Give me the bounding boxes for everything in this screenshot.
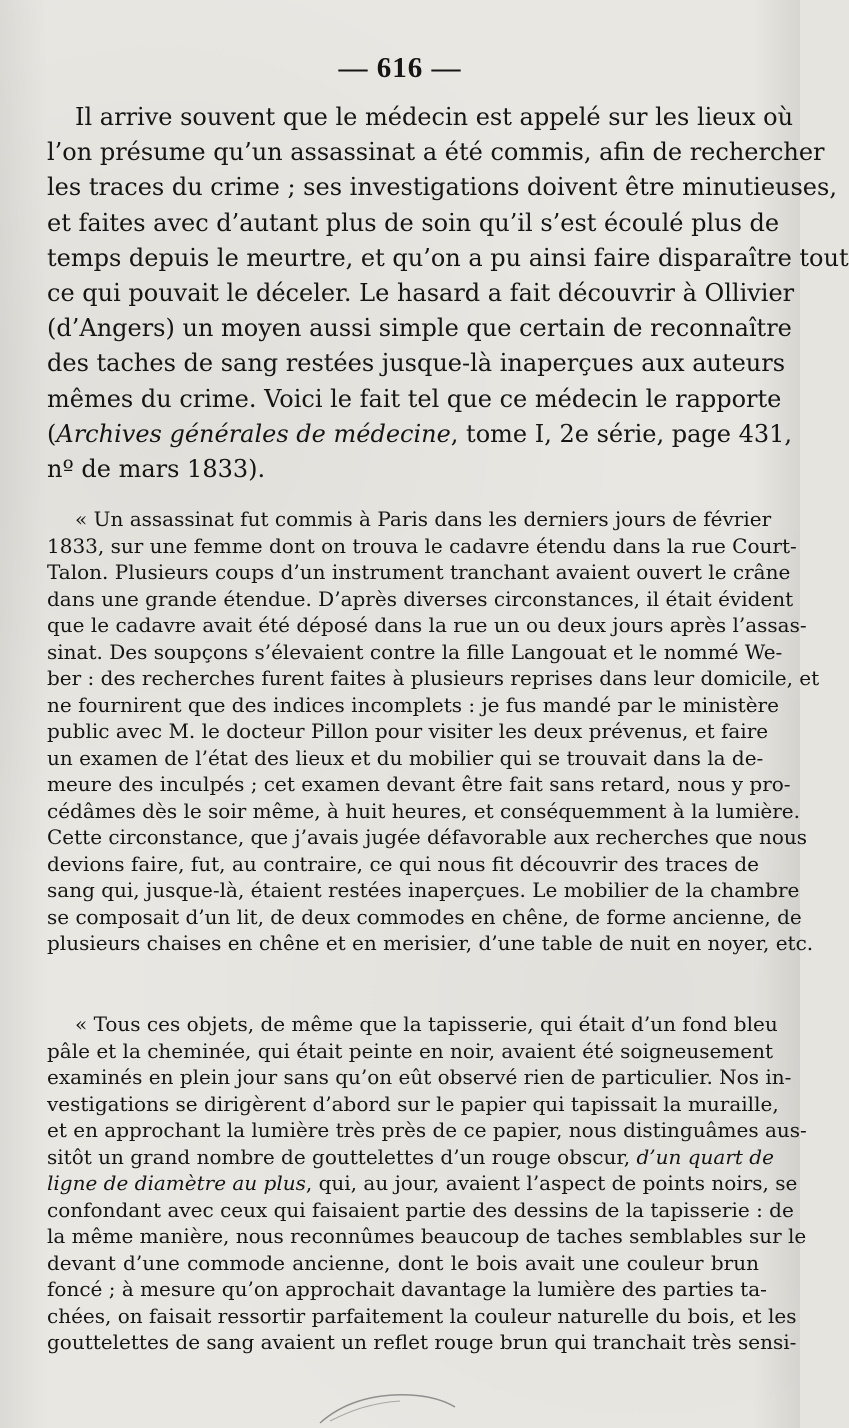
- text-line: des taches de sang restées jusque-là inaperçues aux auteurs: [47, 349, 786, 378]
- text-line: sinat. Des soupçons s’élevaient contre la fille Langouat et le nommé We-: [47, 639, 783, 664]
- text-line: Talon. Plusieurs coups d’un instrument tranchant avaient ouvert le crâne: [47, 560, 791, 584]
- text-line: pâle et la cheminée, qui était peinte en noir, avaient été soigneusement: [47, 1038, 774, 1063]
- italic-segment: d’un quart de: [636, 1144, 774, 1169]
- ink-smudge: [310, 1385, 460, 1425]
- text-line: Cette circonstance, que j’avais jugée défavorable aux recherches que nous: [47, 825, 808, 849]
- text-line: mêmes du crime. Voici le fait tel que ce médecin le rapporte: [47, 384, 782, 413]
- text-line: « Tous ces objets, de même que la tapisserie, qui était d’un fond bleu: [75, 1012, 778, 1036]
- text-line: chées, on faisait ressortir parfaitement la couleur naturelle du bois, et les: [47, 1303, 797, 1328]
- text-line: un examen de l’état des lieux et du mobilier qui se trouvait dans la de-: [47, 745, 764, 770]
- paragraph-intro: [47, 100, 849, 487]
- text-line: (d’Angers) un moyen aussi simple que certain de reconnaître: [47, 314, 792, 343]
- text-line: gouttelettes de sang avaient un reflet rouge brun qui tranchait très sensi-: [47, 1330, 797, 1354]
- text-line: se composait d’un lit, de deux commodes en chêne, de forme ancienne, de: [47, 904, 802, 929]
- text-line: « Un assassinat fut commis à Paris dans les derniers jours de février: [75, 507, 772, 531]
- text-line: nº de mars 1833).: [47, 454, 266, 483]
- text-line: examinés en plein jour sans qu’on eût observé rien de particulier. Nos in-: [47, 1065, 792, 1089]
- text-segment: , qui, au jour, avaient l’aspect de points noirs, se: [305, 1171, 798, 1195]
- reference-line: [47, 417, 793, 452]
- paragraph-quote-1: [47, 506, 820, 957]
- text-line: sang qui, jusque-là, étaient restées inaperçues. Le mobilier de la chambre: [47, 878, 800, 902]
- text-line: [47, 1144, 774, 1171]
- italic-segment: ligne de diamètre au plus: [47, 1171, 306, 1195]
- text-line: 1833, sur une femme dont on trouva le cadavre étendu dans la rue Court-: [47, 533, 797, 558]
- text-line: et faites avec d’autant plus de soin qu’il s’est écoulé plus de: [47, 208, 780, 237]
- text-line: ber : des recherches furent faites à plusieurs reprises dans leur domicile, et: [47, 666, 820, 690]
- text-line: [47, 1170, 798, 1197]
- text-line: plusieurs chaises en chêne et en merisier, d’une table de nuit en noyer, etc.: [47, 931, 814, 955]
- page-number: — 616 —: [338, 52, 462, 84]
- text-line: devions faire, fut, au contraire, ce qui nous fit découvrir des traces de: [47, 851, 759, 876]
- text-line: Il arrive souvent que le médecin est appelé sur les lieux où: [75, 103, 794, 131]
- text-line: cédâmes dès le soir même, à huit heures, et conséquemment à la lumière.: [47, 798, 800, 823]
- text-line: que le cadavre avait été déposé dans la rue un ou deux jours après l’assas-: [47, 613, 807, 637]
- text-line: meure des inculpés ; cet examen devant être fait sans retard, nous y pro-: [47, 772, 791, 796]
- reference-details: , tome I, 2e série, page 431,: [450, 419, 793, 448]
- reference-title: Archives générales de médecine: [56, 419, 451, 448]
- text-line: vestigations se dirigèrent d’abord sur le papier qui tapissait la muraille,: [47, 1091, 779, 1116]
- text-line: dans une grande étendue. D’après diverses circonstances, il était évident: [47, 586, 794, 611]
- text-segment: sitôt un grand nombre de gouttelettes d’un rouge obscur,: [47, 1144, 631, 1169]
- text-line: les traces du crime ; ses investigations doivent être minutieuses,: [47, 173, 837, 202]
- text-line: et en approchant la lumière très près de ce papier, nous distinguâmes aus-: [47, 1118, 807, 1142]
- text-line: devant d’une commode ancienne, dont le bois avait une couleur brun: [47, 1250, 759, 1275]
- text-line: l’on présume qu’un assassinat a été commis, afin de rechercher: [47, 138, 825, 167]
- text-line: foncé ; à mesure qu’on approchait davantage la lumière des parties ta-: [47, 1277, 767, 1301]
- text-line: ne fournirent que des indices incomplets : je fus mandé par le ministère: [47, 692, 779, 717]
- text-line: confondant avec ceux qui faisaient partie des dessins de la tapisserie : de: [47, 1197, 794, 1222]
- paragraph-quote-2: [47, 1011, 807, 1356]
- text-line: ce qui pouvait le déceler. Le hasard a fait découvrir à Ollivier: [47, 278, 795, 307]
- text-line: la même manière, nous reconnûmes beaucoup de taches semblables sur le: [47, 1224, 807, 1248]
- text-line: public avec M. le docteur Pillon pour visiter les deux prévenus, et faire: [47, 719, 769, 743]
- reference-open: (: [47, 419, 57, 448]
- text-line: temps depuis le meurtre, et qu’on a pu ainsi faire disparaître tout: [47, 243, 849, 272]
